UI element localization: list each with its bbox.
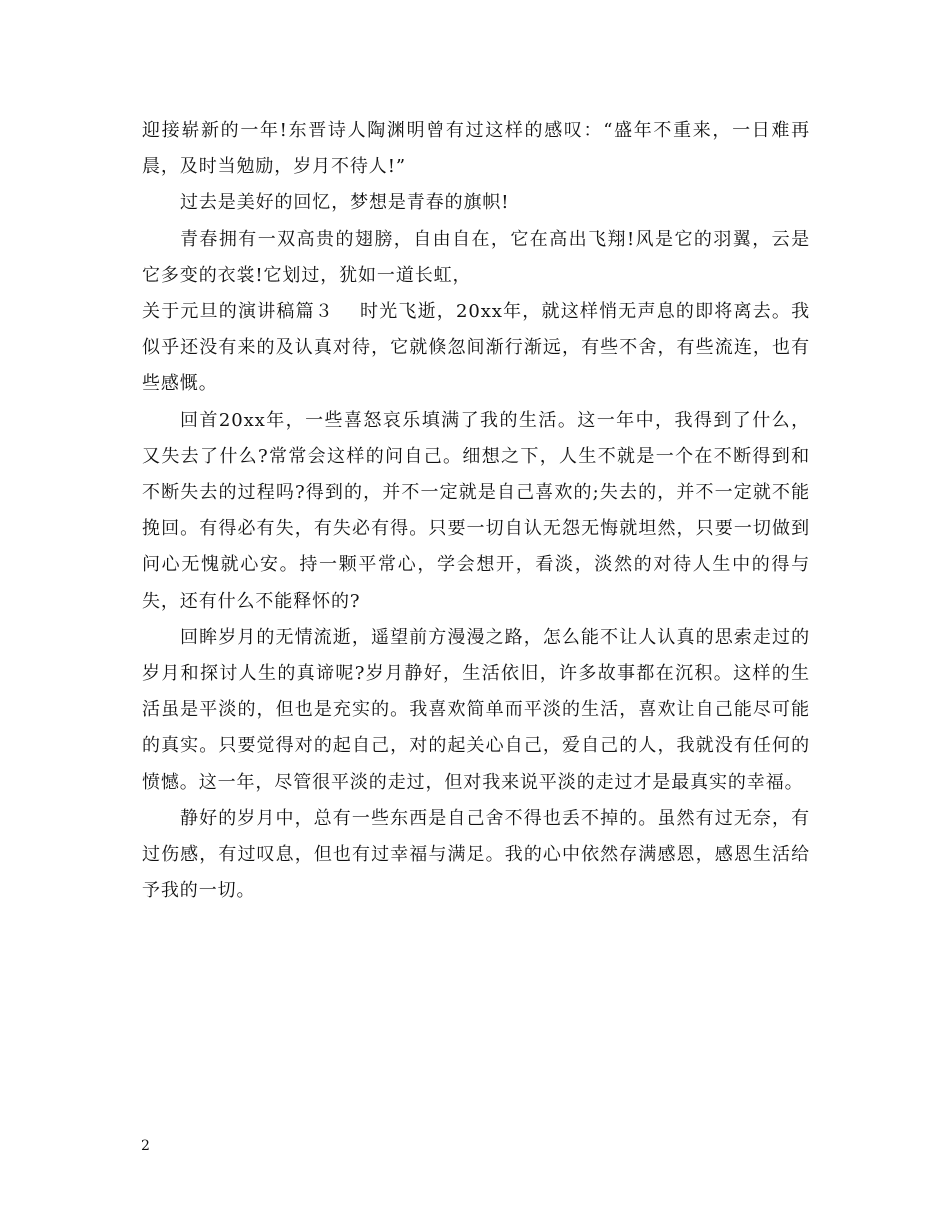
- section-heading: 关于元旦的演讲稿篇３: [142, 301, 334, 323]
- paragraph: 回首20xx年，一些喜怒哀乐填满了我的生活。这一年中，我得到了什么，又失去了什么?常常会这样的问自己。细想之下，人生不就是一个在不断得到和不断失去的过程吗?得到的，并不一定就是自己喜欢的;失去的，并不一定就不能挽回。有得必有失，有失必有得。只要一切自认无怨无悔就坦然，只要一切做到问心无愧就心安。持一颗平常心，学会想开，看淡，淡然的对待人生中的得与失，还有什么不能释怀的?: [142, 409, 810, 612]
- page-number: 2: [141, 1138, 150, 1154]
- paragraph-continuation: 迎接崭新的一年!东晋诗人陶渊明曾有过这样的感叹：“盛年不重来，一日难再晨，及时当勉励，岁月不待人!”: [142, 120, 810, 178]
- section-paragraph-text: 时光飞逝，20xx年，就这样悄无声息的即将离去。我似乎还没有来的及认真对待，它就倏忽间渐行渐远，有些不舍，有些流连，也有些感慨。: [142, 301, 810, 395]
- body-text: [142, 113, 810, 909]
- paragraph: 回眸岁月的无情流逝，遥望前方漫漫之路，怎么能不让人认真的思索走过的岁月和探讨人生的真谛呢?岁月静好，生活依旧，许多故事都在沉积。这样的生活虽是平淡的，但也是充实的。我喜欢简单而平淡的生活，喜欢让自己能尽可能的真实。只要觉得对的起自己，对的起关心自己，爱自己的人，我就没有任何的愤憾。这一年，尽管很平淡的走过，但对我来说平淡的走过才是最真实的幸福。: [142, 626, 810, 793]
- paragraph: 青春拥有一双高贵的翅膀，自由自在，它在高出飞翔!风是它的羽翼，云是它多变的衣裳!它划过，犹如一道长虹，: [142, 228, 810, 286]
- paragraph: 过去是美好的回忆，梦想是青春的旗帜!: [180, 192, 510, 214]
- paragraph: 静好的岁月中，总有一些东西是自己舍不得也丢不掉的。虽然有过无奈，有过伤感，有过叹息，但也有过幸福与满足。我的心中依然存满感恩，感恩生活给予我的一切。: [142, 807, 810, 902]
- section-paragraph: [142, 294, 810, 403]
